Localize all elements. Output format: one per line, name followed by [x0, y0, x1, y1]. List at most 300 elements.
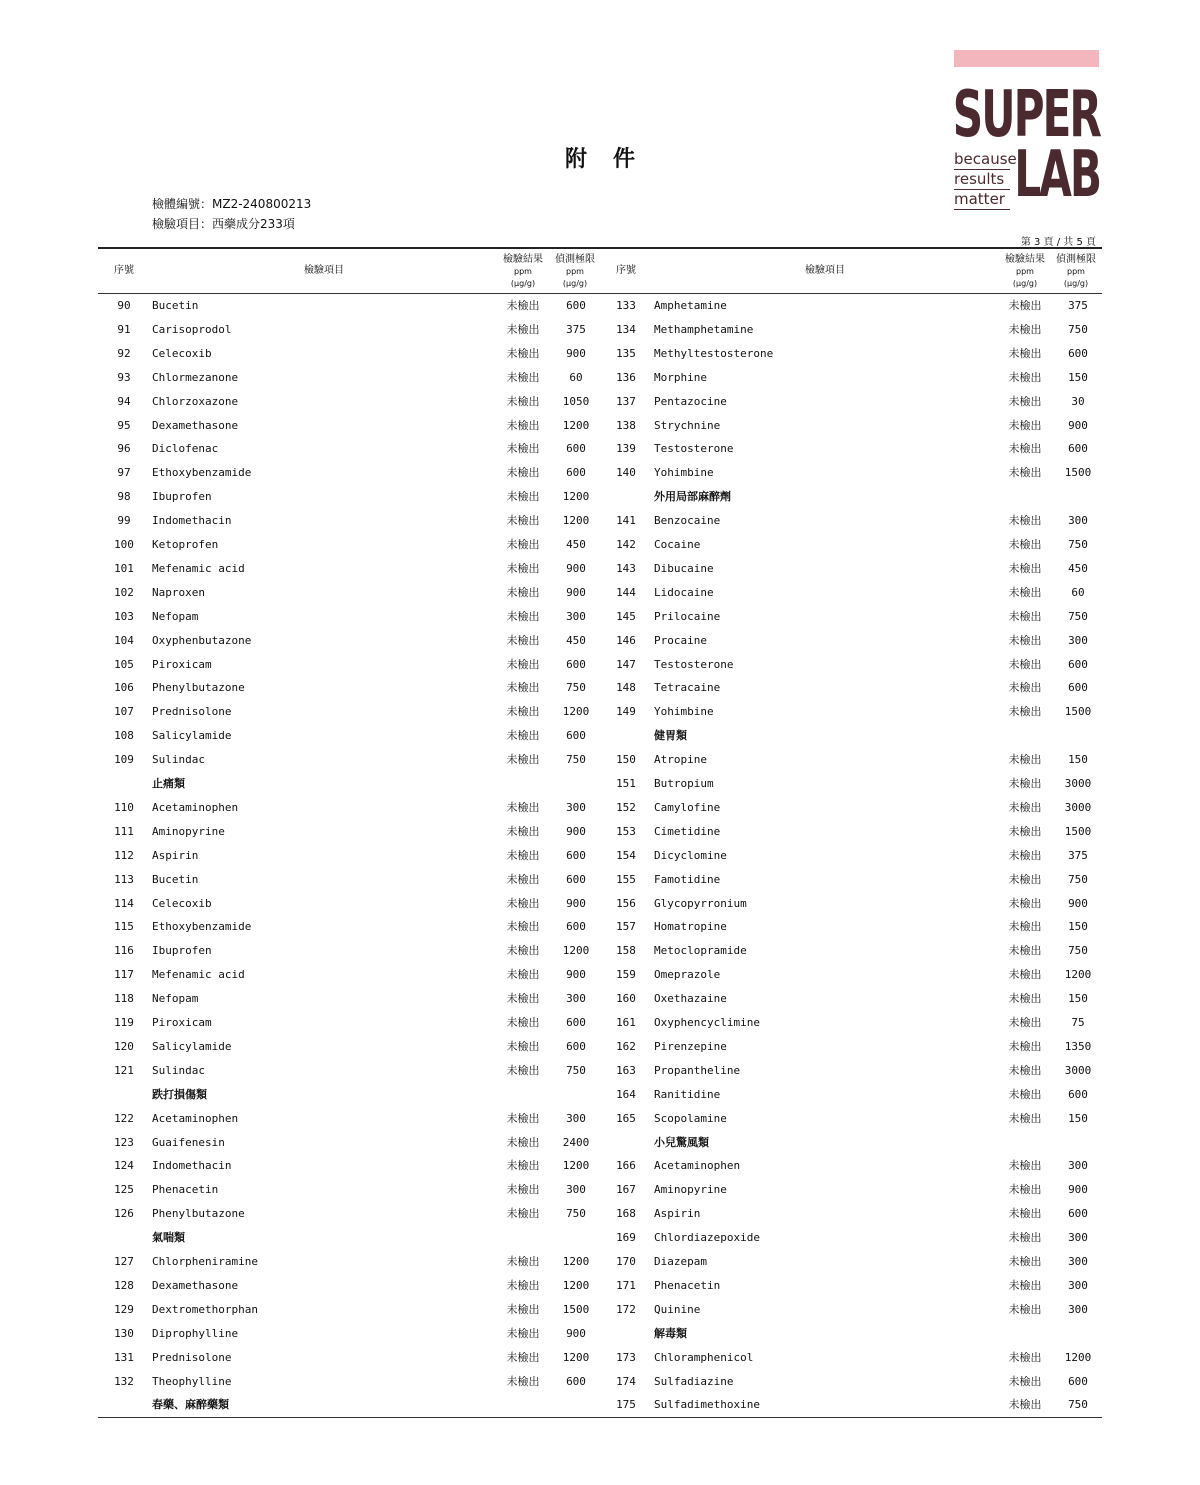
detection-limit: 1200 — [562, 705, 590, 719]
compound-name: Celecoxib — [152, 346, 212, 360]
detection-limit: 1200 — [562, 1278, 590, 1292]
result-value: 未檢出 — [506, 800, 540, 814]
result-value: 未檢出 — [506, 992, 540, 1006]
compound-name: Oxyphenbutazone — [152, 633, 252, 647]
table-row — [602, 390, 1102, 414]
detection-limit: 60 — [569, 370, 583, 384]
compound-name: Glycopyrronium — [654, 896, 747, 910]
compound-name: Celecoxib — [152, 896, 212, 910]
compound-name: Lidocaine — [654, 585, 714, 599]
table-row — [100, 557, 600, 581]
result-value: 未檢出 — [506, 346, 540, 360]
table-row — [602, 629, 1102, 653]
header-unit2: (μg/g) — [1063, 279, 1089, 288]
compound-name: Butropium — [654, 777, 714, 790]
table-row — [602, 1083, 1102, 1107]
table-row — [602, 294, 1102, 318]
detection-limit: 600 — [566, 466, 586, 480]
compound-name: Ibuprofen — [152, 490, 212, 504]
row-number: 100 — [114, 538, 134, 551]
compound-name: Aspirin — [152, 848, 199, 862]
result-value: 未檢出 — [1008, 1016, 1042, 1029]
header-result-right — [1000, 254, 1050, 290]
table-row — [602, 461, 1102, 485]
category-name: 氣喘類 — [152, 1231, 185, 1245]
table-row — [602, 1035, 1102, 1059]
compound-name: Procaine — [654, 633, 707, 647]
detection-limit: 1050 — [562, 394, 590, 408]
detection-limit: 600 — [566, 299, 586, 312]
compound-name: Mefenamic acid — [152, 561, 245, 575]
compound-name: Ethoxybenzamide — [152, 920, 252, 934]
result-value: 未檢出 — [1008, 322, 1042, 336]
detection-limit: 750 — [566, 753, 586, 767]
detection-limit: 450 — [1068, 561, 1088, 575]
table-row — [100, 868, 600, 892]
detection-limit: 375 — [566, 322, 586, 336]
detection-limit: 75 — [1071, 1016, 1085, 1029]
compound-name: Chloramphenicol — [654, 1350, 754, 1364]
table-row — [100, 1035, 600, 1059]
compound-name: Guaifenesin — [152, 1135, 225, 1149]
detection-limit: 900 — [566, 824, 586, 838]
result-value: 未檢出 — [506, 1159, 540, 1173]
table-row — [100, 963, 600, 987]
logo-super-text: SUPER — [952, 78, 1100, 152]
result-value: 未檢出 — [1008, 800, 1042, 814]
result-value: 未檢出 — [506, 872, 540, 886]
result-value: 未檢出 — [1008, 585, 1042, 599]
table-row — [602, 1202, 1102, 1226]
table-row — [100, 1011, 600, 1035]
detection-limit: 1200 — [562, 1255, 590, 1268]
header-unit2: (μg/g) — [510, 279, 536, 288]
row-number: 122 — [114, 1111, 134, 1125]
result-value: 未檢出 — [1008, 370, 1042, 384]
row-number: 168 — [616, 1207, 636, 1221]
row-number: 146 — [616, 633, 636, 647]
detection-limit: 1200 — [562, 418, 590, 432]
result-value: 未檢出 — [1008, 1398, 1042, 1412]
table-row — [602, 1274, 1102, 1298]
header-seq-left: 序號 — [114, 265, 134, 276]
compound-name: Strychnine — [654, 418, 721, 432]
table-row — [100, 318, 600, 342]
detection-limit: 750 — [1068, 538, 1088, 551]
result-value: 未檢出 — [1008, 346, 1042, 360]
compound-name: Camylofine — [654, 800, 721, 814]
detection-limit: 750 — [1068, 322, 1088, 336]
category-name: 外用局部麻醉劑 — [654, 490, 731, 504]
row-number: 145 — [616, 609, 636, 623]
row-number: 151 — [616, 777, 636, 790]
detection-limit: 1200 — [562, 1350, 590, 1364]
table-row — [100, 653, 600, 677]
detection-limit: 900 — [566, 346, 586, 360]
row-number: 92 — [117, 346, 131, 360]
result-value: 未檢出 — [506, 370, 540, 384]
result-value: 未檢出 — [1008, 1231, 1042, 1245]
compound-name: Benzocaine — [654, 514, 721, 528]
result-value: 未檢出 — [506, 848, 540, 862]
result-value: 未檢出 — [506, 1063, 540, 1077]
result-value: 未檢出 — [506, 585, 540, 599]
header-unit2: (μg/g) — [1012, 279, 1038, 288]
row-number: 154 — [616, 848, 636, 862]
detection-limit: 1200 — [562, 1159, 590, 1173]
result-value: 未檢出 — [1008, 609, 1042, 623]
category-name: 春藥、麻醉藥類 — [152, 1398, 229, 1412]
superlab-logo — [954, 50, 1100, 210]
row-number: 90 — [117, 299, 131, 312]
detection-limit: 900 — [566, 585, 586, 599]
sample-id: 檢體編號：MZ2-240800213 — [152, 197, 312, 211]
row-number: 101 — [114, 561, 134, 575]
compound-name: Pirenzepine — [654, 1039, 727, 1053]
row-number: 112 — [114, 848, 134, 862]
detection-limit: 900 — [1068, 418, 1088, 432]
detection-limit: 1350 — [1064, 1039, 1092, 1053]
table-row — [602, 1154, 1102, 1178]
compound-name: Tetracaine — [654, 681, 721, 695]
detection-limit: 750 — [1068, 609, 1088, 623]
row-number: 108 — [114, 729, 134, 743]
result-value: 未檢出 — [506, 633, 540, 647]
result-value: 未檢出 — [1008, 681, 1042, 695]
row-number: 163 — [616, 1063, 636, 1077]
detection-limit: 600 — [1068, 442, 1088, 456]
result-value: 未檢出 — [506, 1183, 540, 1197]
compound-name: Dexamethasone — [152, 418, 239, 432]
table-row — [602, 653, 1102, 677]
compound-name: Phenylbutazone — [152, 1207, 245, 1221]
header-unit: ppm — [1067, 267, 1085, 276]
header-result-label: 檢驗結果 — [1005, 254, 1045, 265]
detection-limit: 750 — [1068, 1398, 1088, 1412]
row-number: 119 — [114, 1016, 134, 1029]
table-row — [602, 1059, 1102, 1083]
result-value: 未檢出 — [1008, 1063, 1042, 1077]
compound-name: Ranitidine — [654, 1087, 721, 1101]
table-row — [602, 868, 1102, 892]
detection-limit: 150 — [1068, 753, 1088, 767]
detection-limit: 750 — [566, 681, 586, 695]
detection-limit: 600 — [1068, 346, 1088, 360]
header-limit-label: 偵測極限 — [555, 254, 595, 265]
table-row — [602, 318, 1102, 342]
result-value: 未檢出 — [1008, 394, 1042, 408]
compound-name: Aminopyrine — [152, 824, 225, 838]
compound-name: Prednisolone — [152, 1350, 232, 1364]
table-row — [100, 1154, 600, 1178]
detection-limit: 3000 — [1064, 1063, 1092, 1077]
result-value: 未檢出 — [1008, 753, 1042, 767]
header-seq-right: 序號 — [616, 265, 636, 276]
result-value: 未檢出 — [506, 299, 540, 312]
table-row — [100, 1202, 600, 1226]
table-row — [602, 533, 1102, 557]
detection-limit: 150 — [1068, 992, 1088, 1006]
detection-limit: 600 — [566, 848, 586, 862]
table-row — [100, 414, 600, 438]
table-row — [602, 844, 1102, 868]
compound-name: Prednisolone — [152, 705, 232, 719]
table-row — [602, 414, 1102, 438]
compound-name: Amphetamine — [654, 299, 727, 312]
result-value: 未檢出 — [1008, 538, 1042, 551]
compound-name: Phenylbutazone — [152, 681, 245, 695]
compound-name: Sulfadiazine — [654, 1374, 734, 1388]
compound-name: Sulfadimethoxine — [654, 1398, 760, 1412]
row-number: 169 — [616, 1231, 636, 1245]
table-row — [602, 1226, 1102, 1250]
table-row — [100, 461, 600, 485]
category-name: 跌打損傷類 — [152, 1087, 207, 1101]
result-value: 未檢出 — [1008, 657, 1042, 671]
table-row — [100, 437, 600, 461]
result-value: 未檢出 — [1008, 944, 1042, 958]
compound-name: Ethoxybenzamide — [152, 466, 252, 480]
table-row — [100, 294, 600, 318]
row-number: 130 — [114, 1326, 134, 1340]
table-row — [602, 1393, 1102, 1417]
row-number: 123 — [114, 1135, 134, 1149]
row-number: 121 — [114, 1063, 134, 1077]
compound-name: Methyltestosterone — [654, 346, 774, 360]
test-item: 檢驗項目：西藥成分233項 — [152, 217, 295, 231]
result-value: 未檢出 — [1008, 848, 1042, 862]
row-number: 127 — [114, 1255, 134, 1268]
detection-limit: 1200 — [562, 514, 590, 528]
row-number: 136 — [616, 370, 636, 384]
table-row — [100, 605, 600, 629]
row-number: 152 — [616, 800, 636, 814]
row-number: 148 — [616, 681, 636, 695]
compound-name: Theophylline — [152, 1374, 232, 1388]
result-value: 未檢出 — [1008, 777, 1042, 790]
row-number: 128 — [114, 1278, 134, 1292]
table-row — [100, 844, 600, 868]
table-row — [602, 939, 1102, 963]
compound-name: Naproxen — [152, 585, 205, 599]
table-row — [100, 676, 600, 700]
compound-name: Methamphetamine — [654, 322, 754, 336]
result-value: 未檢出 — [506, 1350, 540, 1364]
row-number: 137 — [616, 394, 636, 408]
row-number: 144 — [616, 585, 636, 599]
compound-name: Propantheline — [654, 1063, 741, 1077]
compound-name: Dextromethorphan — [152, 1302, 258, 1316]
detection-limit: 450 — [566, 538, 586, 551]
row-number: 109 — [114, 753, 134, 767]
compound-name: Acetaminophen — [152, 800, 239, 814]
result-value: 未檢出 — [1008, 705, 1042, 719]
detection-limit: 3000 — [1064, 800, 1092, 814]
table-row — [602, 700, 1102, 724]
row-number: 157 — [616, 920, 636, 934]
result-value: 未檢出 — [1008, 896, 1042, 910]
compound-name: Cocaine — [654, 538, 701, 551]
table-top-rule — [98, 247, 1102, 249]
detection-limit: 1200 — [1064, 968, 1092, 982]
row-number: 115 — [114, 920, 134, 934]
row-number: 175 — [616, 1398, 636, 1412]
compound-name: Chlorpheniramine — [152, 1255, 258, 1268]
result-value: 未檢出 — [506, 609, 540, 623]
result-value: 未檢出 — [506, 1111, 540, 1125]
compound-name: Oxethazaine — [654, 992, 727, 1006]
table-row — [100, 1178, 600, 1202]
table-row — [602, 963, 1102, 987]
logo-tagline-1: because — [954, 150, 1017, 168]
result-value: 未檢出 — [1008, 1350, 1042, 1364]
detection-limit: 750 — [1068, 872, 1088, 886]
table-row — [100, 1322, 600, 1346]
table-row — [602, 796, 1102, 820]
table-row — [100, 509, 600, 533]
detection-limit: 900 — [566, 968, 586, 982]
result-value: 未檢出 — [1008, 968, 1042, 982]
table-row — [602, 915, 1102, 939]
compound-name: Acetaminophen — [654, 1159, 741, 1173]
row-number: 141 — [616, 514, 636, 528]
table-row — [602, 366, 1102, 390]
table-row — [100, 581, 600, 605]
result-value: 未檢出 — [1008, 514, 1042, 528]
table-row — [100, 796, 600, 820]
table-row — [100, 748, 600, 772]
detection-limit: 900 — [566, 1326, 586, 1340]
row-number: 139 — [616, 442, 636, 456]
result-value: 未檢出 — [506, 1039, 540, 1053]
detection-limit: 600 — [1068, 1087, 1088, 1101]
category-row — [602, 485, 1102, 509]
row-number: 134 — [616, 322, 636, 336]
detection-limit: 750 — [566, 1207, 586, 1221]
row-number: 149 — [616, 705, 636, 719]
detection-limit: 300 — [1068, 1278, 1088, 1292]
detection-limit: 600 — [1068, 1207, 1088, 1221]
detection-limit: 30 — [1071, 394, 1085, 408]
table-row — [100, 1298, 600, 1322]
table-row — [602, 1346, 1102, 1370]
result-value: 未檢出 — [1008, 418, 1042, 432]
row-number: 91 — [117, 322, 131, 336]
result-value: 未檢出 — [1008, 1255, 1042, 1268]
row-number: 102 — [114, 585, 134, 599]
compound-name: Ketoprofen — [152, 538, 219, 551]
detection-limit: 900 — [1068, 1183, 1088, 1197]
detection-limit: 300 — [566, 1111, 586, 1125]
row-number: 170 — [616, 1255, 636, 1268]
detection-limit: 900 — [1068, 896, 1088, 910]
table-row — [100, 700, 600, 724]
detection-limit: 2400 — [562, 1135, 590, 1149]
table-row — [100, 485, 600, 509]
category-name: 解毒類 — [654, 1326, 687, 1340]
result-value: 未檢出 — [1008, 442, 1042, 456]
result-value: 未檢出 — [506, 1016, 540, 1029]
header-unit: ppm — [514, 267, 532, 276]
compound-name: Yohimbine — [654, 466, 714, 480]
row-number: 117 — [114, 968, 134, 982]
header-unit: ppm — [566, 267, 584, 276]
result-value: 未檢出 — [506, 1207, 540, 1221]
row-number: 125 — [114, 1183, 134, 1197]
result-value: 未檢出 — [506, 896, 540, 910]
result-value: 未檢出 — [506, 657, 540, 671]
result-value: 未檢出 — [1008, 1039, 1042, 1053]
table-row — [100, 892, 600, 916]
compound-name: Testosterone — [654, 657, 734, 671]
detection-limit: 300 — [566, 1183, 586, 1197]
row-number: 110 — [114, 800, 134, 814]
result-value: 未檢出 — [506, 490, 540, 504]
row-number: 107 — [114, 705, 134, 719]
table-row — [602, 1370, 1102, 1394]
compound-name: Homatropine — [654, 920, 727, 934]
compound-name: Piroxicam — [152, 1016, 212, 1029]
header-limit-right — [1051, 254, 1101, 290]
detection-limit: 60 — [1071, 585, 1085, 599]
result-value: 未檢出 — [506, 538, 540, 551]
row-number: 158 — [616, 944, 636, 958]
detection-limit: 600 — [1068, 681, 1088, 695]
table-row — [602, 987, 1102, 1011]
row-number: 172 — [616, 1302, 636, 1316]
row-number: 95 — [117, 418, 131, 432]
table-row — [602, 581, 1102, 605]
compound-name: Acetaminophen — [152, 1111, 239, 1125]
detection-limit: 300 — [1068, 633, 1088, 647]
category-row — [100, 1393, 600, 1417]
category-row — [100, 1226, 600, 1250]
detection-limit: 600 — [566, 1016, 586, 1029]
result-value: 未檢出 — [1008, 1207, 1042, 1221]
row-number: 96 — [117, 442, 131, 456]
table-row — [100, 366, 600, 390]
header-limit-left — [550, 254, 600, 290]
row-number: 173 — [616, 1350, 636, 1364]
detection-limit: 600 — [566, 729, 586, 743]
row-number: 133 — [616, 299, 636, 312]
result-value: 未檢出 — [506, 681, 540, 695]
detection-limit: 375 — [1068, 848, 1088, 862]
header-result-left — [498, 254, 548, 290]
table-row — [100, 1059, 600, 1083]
category-name: 小兒驚風類 — [654, 1135, 709, 1149]
row-number: 167 — [616, 1183, 636, 1197]
result-value: 未檢出 — [506, 824, 540, 838]
row-number: 150 — [616, 753, 636, 767]
row-number: 159 — [616, 968, 636, 982]
compound-name: Aspirin — [654, 1207, 701, 1221]
page-title: 附件 — [564, 147, 661, 172]
table-row — [602, 892, 1102, 916]
compound-name: Dibucaine — [654, 561, 714, 575]
row-number: 140 — [616, 466, 636, 480]
compound-name: Carisoprodol — [152, 322, 232, 336]
compound-name: Nefopam — [152, 609, 199, 623]
detection-limit: 1200 — [562, 490, 590, 504]
compound-name: Bucetin — [152, 872, 199, 886]
row-number: 162 — [616, 1039, 636, 1053]
row-number: 104 — [114, 633, 134, 647]
row-number: 103 — [114, 609, 134, 623]
row-number: 116 — [114, 944, 134, 958]
compound-name: Yohimbine — [654, 705, 714, 719]
detection-limit: 300 — [566, 800, 586, 814]
